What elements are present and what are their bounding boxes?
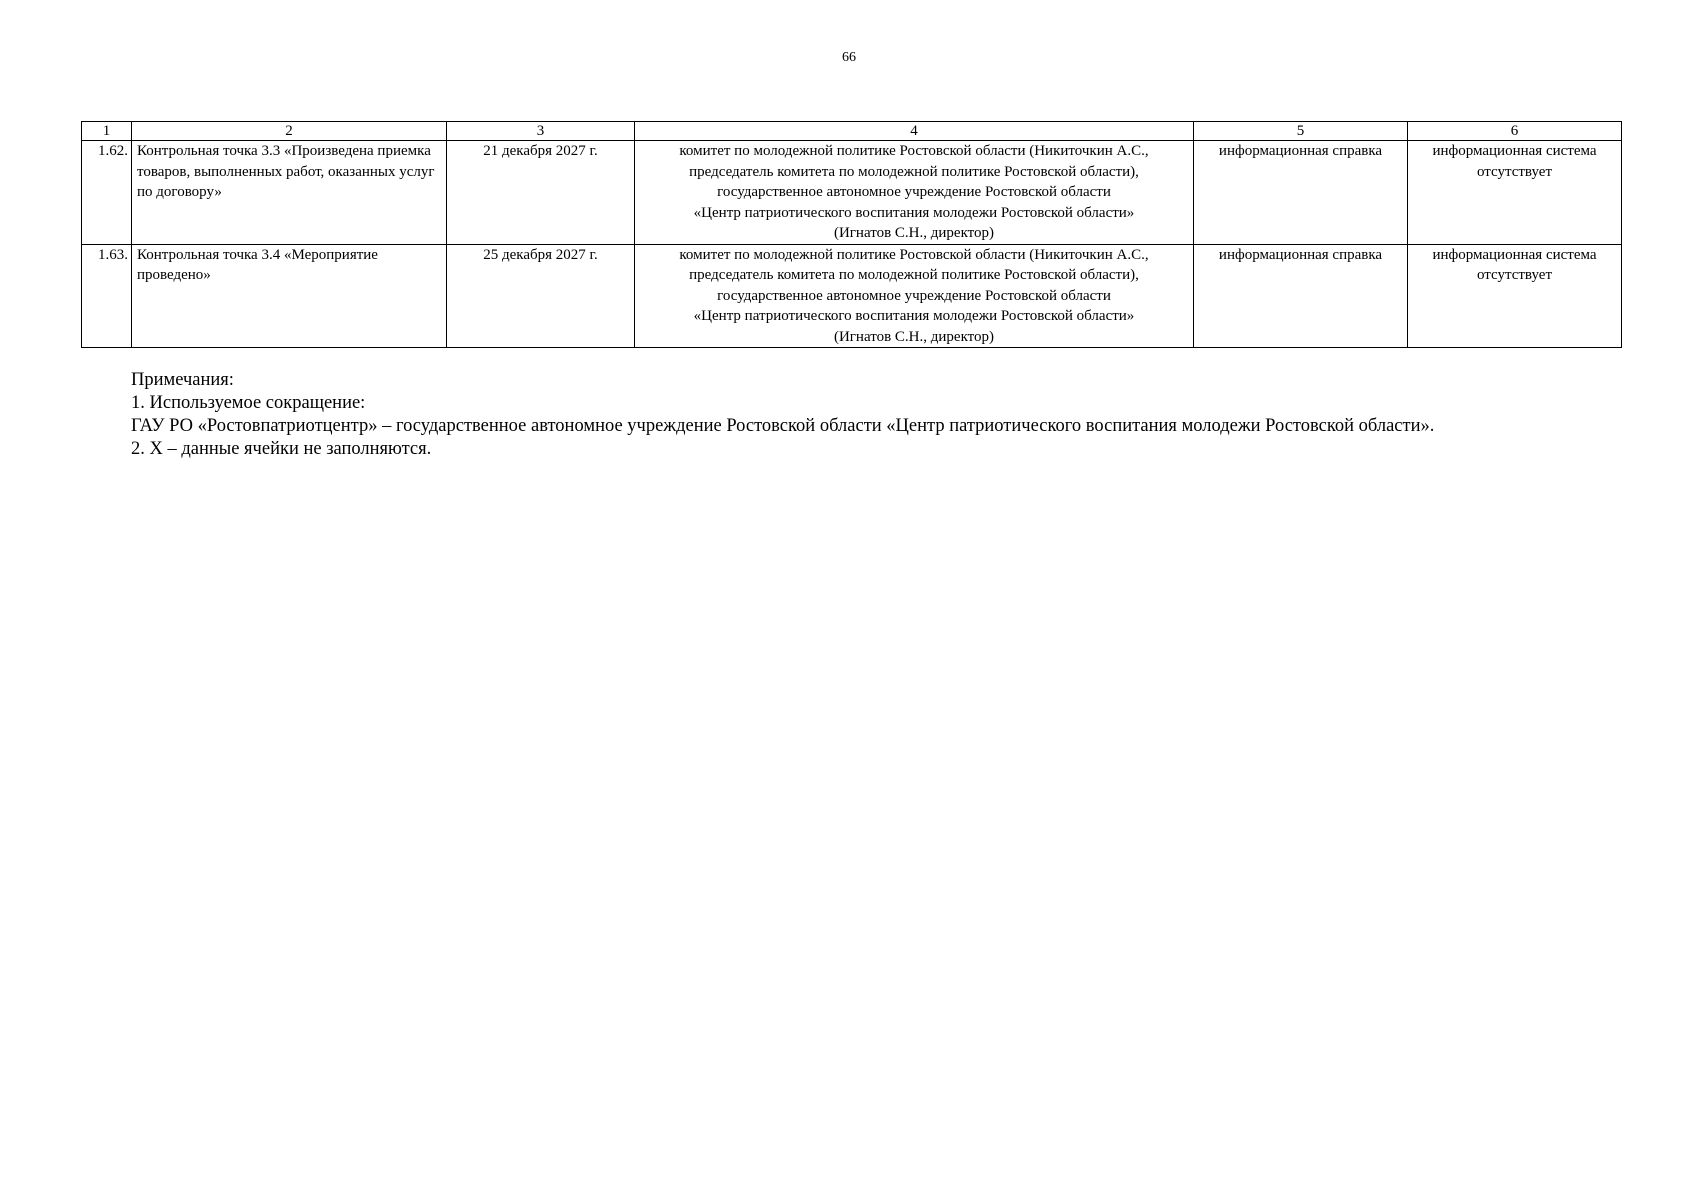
control-point-name-cell: Контрольная точка 3.3 «Произведена приемка товаров, выполненных работ, оказанных услуг по договору»	[132, 141, 447, 245]
column-header-5: 5	[1194, 122, 1408, 141]
note-abbreviation-text: ГАУ РО «Ростовпатриотцентр» – государственное автономное учреждение Ростовской области «Центр патриотического воспитания молодежи Ростовской области».	[131, 416, 1435, 436]
table-header-row	[82, 122, 1622, 141]
responsible-line: государственное автономное учреждение Ростовской области	[717, 287, 1111, 304]
date-cell: 21 декабря 2027 г.	[447, 141, 635, 245]
row-number-cell: 1.62.	[82, 141, 132, 245]
control-point-name-cell: Контрольная точка 3.4 «Мероприятие проведено»	[132, 244, 447, 348]
document-type-cell: информационная справка	[1194, 244, 1408, 348]
document-type-cell: информационная справка	[1194, 141, 1408, 245]
note-item-1: 1. Используемое сокращение:	[131, 393, 366, 413]
responsible-line: «Центр патриотического воспитания молодежи Ростовской области»	[693, 204, 1135, 221]
column-header-6: 6	[1408, 122, 1622, 141]
responsible-line: комитет по молодежной политике Ростовской области (Никиточкин А.С.,	[679, 246, 1149, 263]
responsible-line: председатель комитета по молодежной политике Ростовской области),	[689, 267, 1139, 283]
responsible-cell	[635, 141, 1194, 245]
column-header-1: 1	[82, 122, 132, 141]
note-item-2: 2. Х – данные ячейки не заполняются.	[131, 439, 432, 459]
responsible-line: комитет по молодежной политике Ростовской области (Никиточкин А.С.,	[679, 143, 1149, 159]
table-row	[82, 141, 1622, 245]
responsible-line: (Игнатов С.Н., директор)	[833, 225, 995, 241]
notes-section	[131, 369, 1611, 461]
responsible-cell	[635, 244, 1194, 348]
responsible-line: (Игнатов С.Н., директор)	[833, 328, 995, 345]
control-points-table	[81, 121, 1622, 348]
column-header-2: 2	[132, 122, 447, 141]
responsible-line: «Центр патриотического воспитания молодежи Ростовской области»	[693, 308, 1135, 324]
row-number-cell: 1.63.	[82, 244, 132, 348]
notes-title: Примечания:	[131, 370, 234, 390]
date-cell: 25 декабря 2027 г.	[447, 244, 635, 348]
responsible-line: государственное автономное учреждение Ростовской области	[717, 184, 1111, 200]
column-header-4: 4	[635, 122, 1194, 141]
page-number: 66	[842, 50, 856, 65]
responsible-line: председатель комитета по молодежной политике Ростовской области),	[689, 163, 1139, 180]
information-system-cell: информационная система отсутствует	[1408, 141, 1622, 245]
column-header-3: 3	[447, 122, 635, 141]
information-system-cell: информационная система отсутствует	[1408, 244, 1622, 348]
table-row	[82, 244, 1622, 348]
